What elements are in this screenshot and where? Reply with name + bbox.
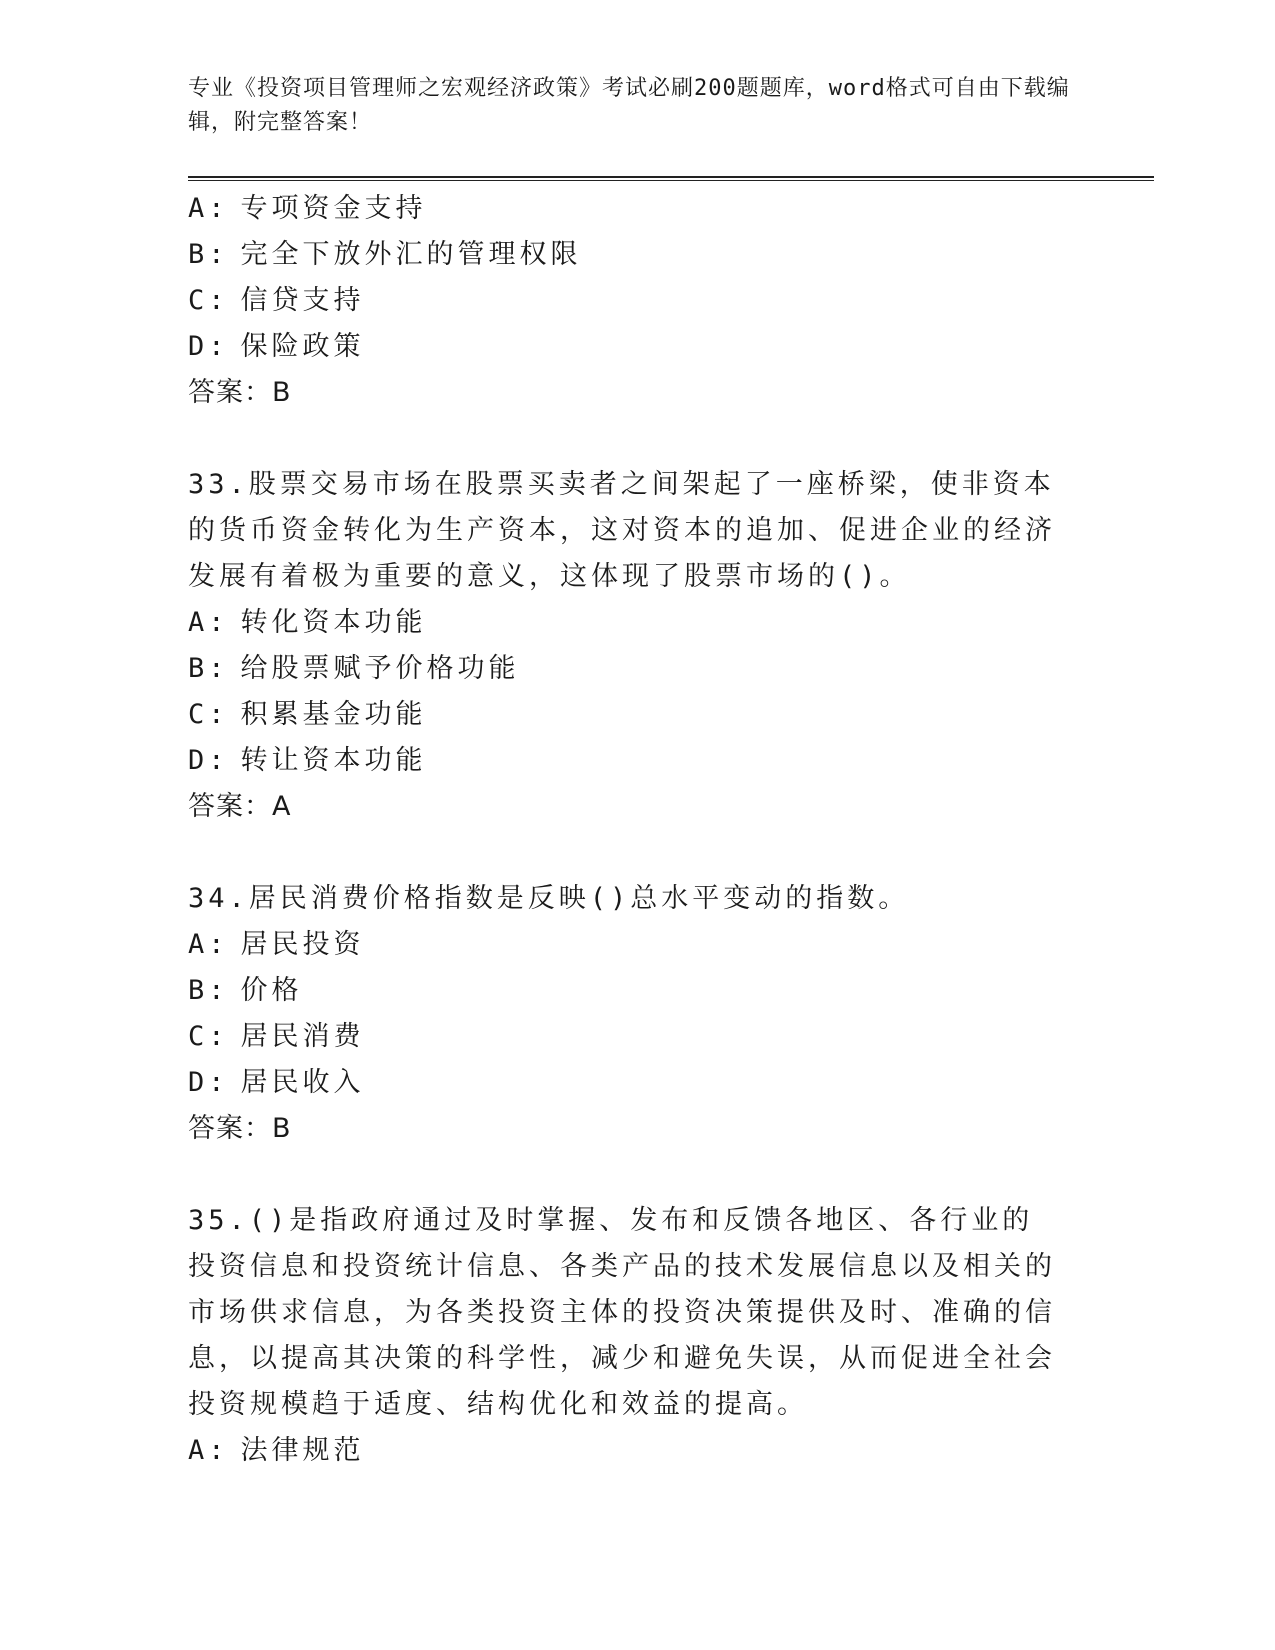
- option-c: C: 积累基金功能: [188, 699, 427, 730]
- question-stem: 33.股票交易市场在股票买卖者之间架起了一座桥梁，使非资本的货币资金转化为生产资本，这对资本的追加、促进企业的经济发展有着极为重要的意义，这体现了股票市场的()。: [188, 469, 1056, 592]
- question-block-34: [188, 876, 1088, 1152]
- option-d: D: 保险政策: [188, 331, 365, 362]
- option-b: B: 完全下放外汇的管理权限: [188, 239, 582, 270]
- question-block-33: [188, 462, 1088, 830]
- question-block-35: [188, 1198, 1088, 1474]
- option-d: D: 转让资本功能: [188, 745, 427, 776]
- option-c: C: 居民消费: [188, 1021, 365, 1052]
- option-a: A: 法律规范: [188, 1435, 365, 1466]
- option-d: D: 居民收入: [188, 1067, 365, 1098]
- document-header: 专业《投资项目管理师之宏观经济政策》考试必刷200题题库，word格式可自由下载编辑，附完整答案！: [188, 76, 1070, 135]
- answer-line: 答案：B: [188, 1113, 292, 1144]
- answer-line: 答案：A: [188, 791, 292, 822]
- option-b: B: 价格: [188, 975, 303, 1006]
- answer-line: 答案：B: [188, 377, 292, 408]
- option-a: A: 转化资本功能: [188, 607, 427, 638]
- header-divider: [188, 176, 1154, 181]
- option-a: A: 专项资金支持: [188, 193, 427, 224]
- option-c: C: 信贷支持: [188, 285, 365, 316]
- question-list: [188, 186, 1088, 1474]
- option-a: A: 居民投资: [188, 929, 365, 960]
- option-b: B: 给股票赋予价格功能: [188, 653, 520, 684]
- question-block-prev: [188, 186, 1088, 416]
- question-stem: 35.()是指政府通过及时掌握、发布和反馈各地区、各行业的投资信息和投资统计信息、各类产品的技术发展信息以及相关的市场供求信息，为各类投资主体的投资决策提供及时、准确的信息，以提高其决策的科学性，减少和避免失误，从而促进全社会投资规模趋于适度、结构优化和效益的提高。: [188, 1205, 1056, 1420]
- question-stem: 34.居民消费价格指数是反映()总水平变动的指数。: [188, 883, 910, 914]
